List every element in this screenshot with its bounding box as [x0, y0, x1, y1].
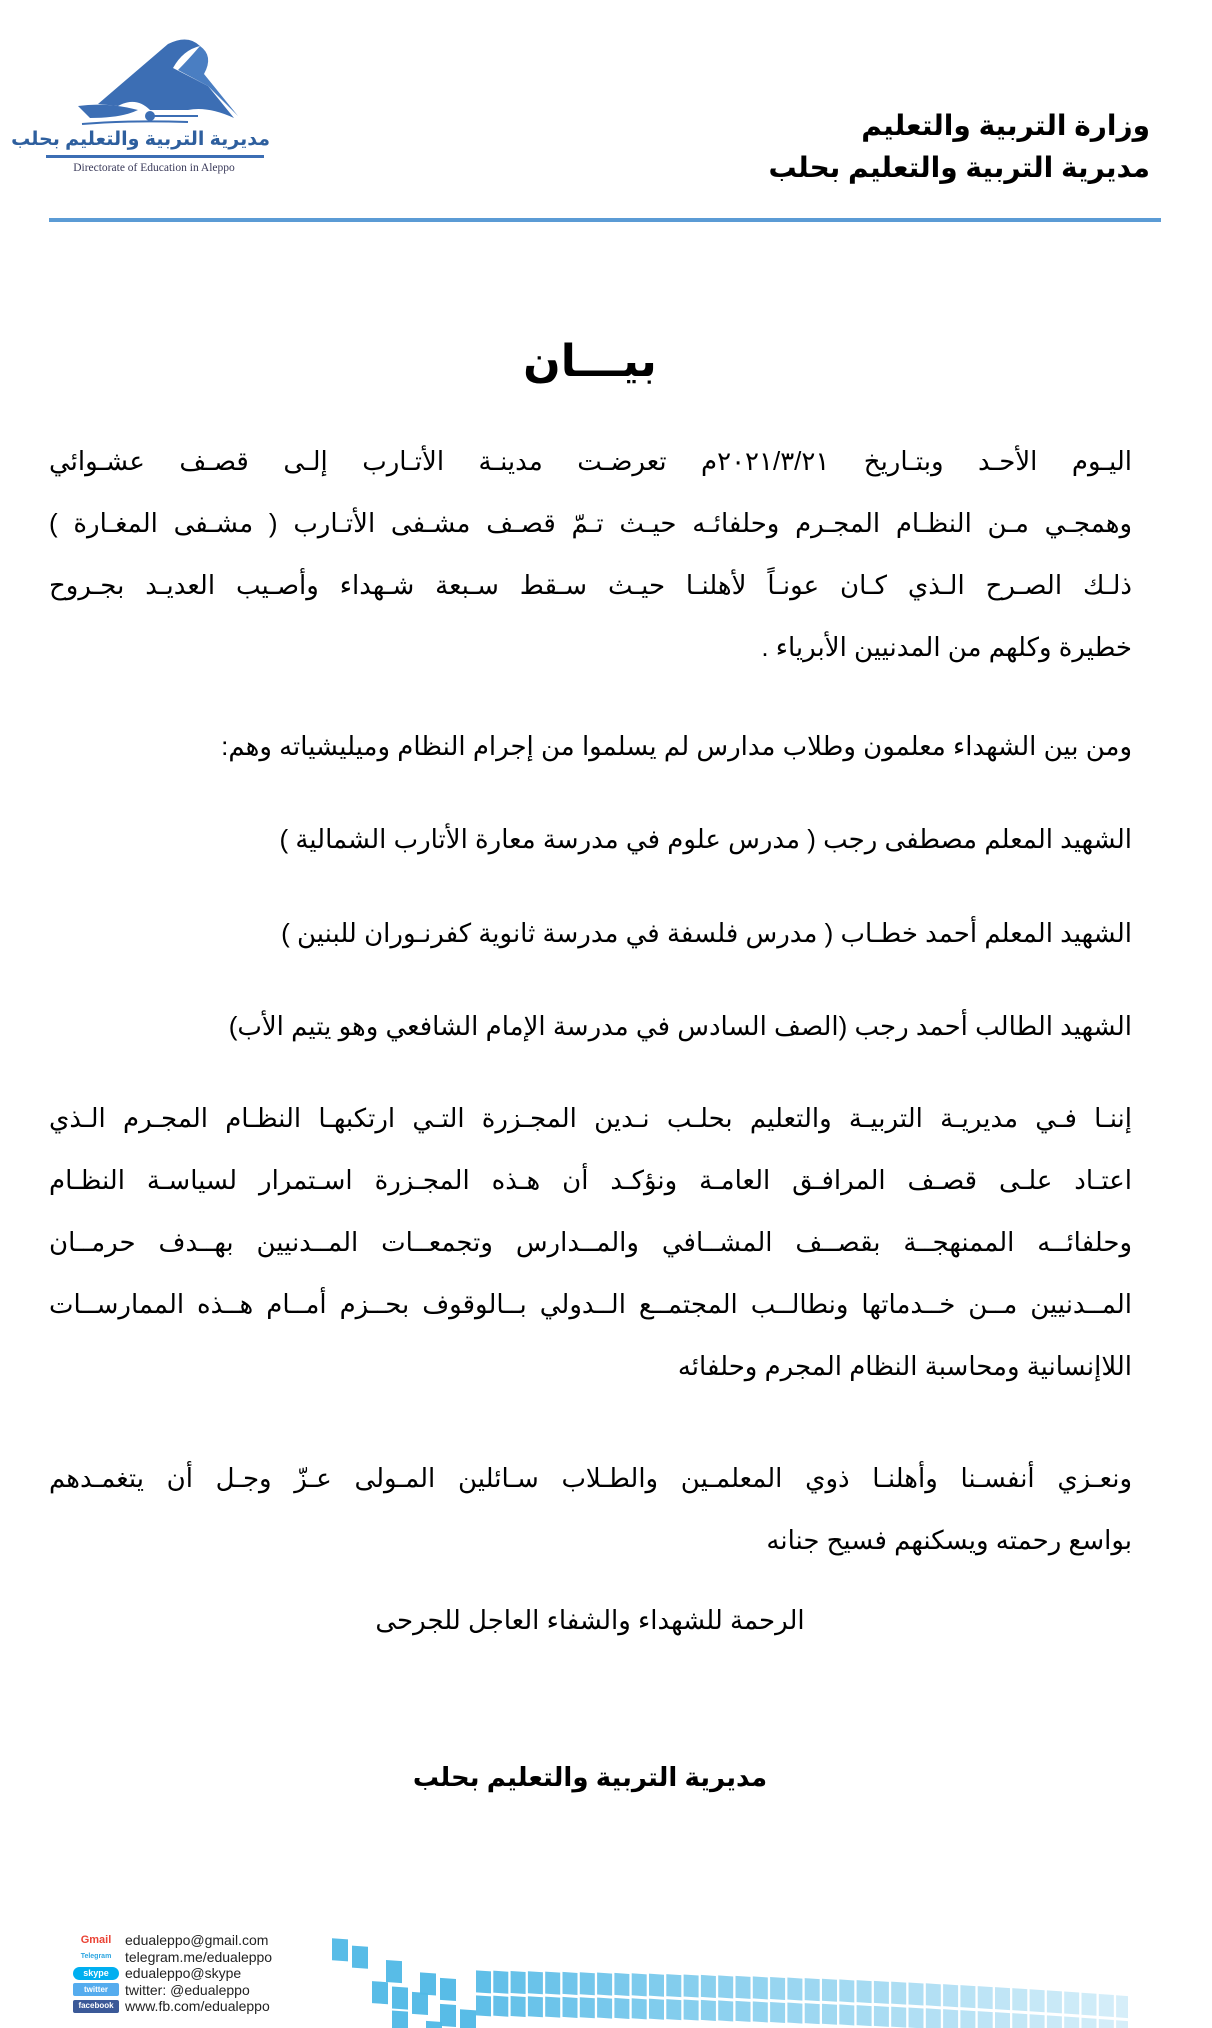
mosaic-tile: [511, 1971, 526, 1994]
document-title: بيـــان: [523, 337, 657, 386]
mosaic-tile: [493, 1971, 508, 1994]
mosaic-tile: [736, 1976, 751, 1999]
footer-mosaic-decoration: [328, 1926, 1128, 2028]
contact-text[interactable]: twitter: @edualeppo: [125, 1981, 250, 1998]
telegram-icon: Telegram: [73, 1950, 119, 1963]
mosaic-tile: [770, 2002, 785, 2023]
ministry-name: وزارة التربية والتعليم: [861, 110, 1150, 141]
mosaic-tile: [580, 1972, 595, 1995]
mosaic-tile: [666, 1974, 681, 1997]
mosaic-tile: [476, 1970, 491, 1993]
mosaic-tile: [426, 2021, 442, 2028]
mosaic-tile: [857, 1980, 872, 2003]
mosaic-tile: [770, 1977, 785, 2000]
paragraph-line: بواسع رحمته ويسكنهم فسيح جنانه: [766, 1525, 1132, 1555]
mosaic-tile: [995, 1987, 1010, 2010]
mosaic-tile: [528, 1996, 543, 2017]
paragraph-line: خطيرة وكلهم من المدنيين الأبرياء .: [761, 632, 1132, 662]
mosaic-tile: [701, 2000, 716, 2021]
logo-pen-icon: [38, 36, 270, 128]
mosaic-tile: [563, 1972, 578, 1995]
mosaic-tile: [753, 2001, 768, 2022]
paragraph-condolence: [49, 1447, 1132, 1571]
mosaic-tile: [614, 1973, 629, 1996]
mosaic-tile: [372, 1981, 388, 2004]
mosaic-tile: [666, 1999, 681, 2020]
mosaic-tile: [412, 1992, 428, 2015]
mosaic-tile: [1012, 2013, 1027, 2028]
mosaic-tile: [943, 1984, 958, 2007]
paragraph-line: اعتـاد علـى قصـف المرافـق العامـة ونؤكـد أن هـذه المجـزرة اسـتمرار لسياسـة النظـام: [49, 1165, 1132, 1195]
paragraph-line: وحلفائــه الممنهجــة بقصــف المشــافي والمــدارس وتجمعــات المــدنيين بهــدف حرمــان: [49, 1227, 1132, 1257]
mosaic-tile: [926, 1983, 941, 2006]
facebook-icon: facebook: [73, 2000, 119, 2013]
contact-text[interactable]: edualeppo@gmail.com: [125, 1932, 269, 1949]
mosaic-tile: [995, 2012, 1010, 2028]
paragraph-condemnation: [49, 1087, 1132, 1397]
mosaic-tile: [597, 1973, 612, 1996]
paragraph-line: ومن بين الشهداء معلمون وطلاب مدارس لم يسلموا من إجرام النظام وميليشياته وهم:: [221, 731, 1132, 761]
mosaic-tile: [392, 1986, 408, 2009]
logo-english-text: Directorate of Education in Aleppo: [73, 162, 235, 174]
mosaic-tile: [386, 1960, 402, 1983]
mosaic-tile: [440, 1978, 456, 2001]
mosaic-tile: [649, 1974, 664, 1997]
mosaic-tile: [978, 1986, 993, 2009]
martyr-text: الشهيد المعلم أحمد خطـاب ( مدرس فلسفة في مدرسة ثانوية كفرنـوران للبنين ): [281, 918, 1132, 948]
mosaic-tile: [787, 1978, 802, 2001]
mosaic-tile: [718, 2000, 733, 2021]
mosaic-tile: [718, 1975, 733, 1998]
twitter-icon: twitter: [73, 1983, 119, 1996]
mosaic-tile: [1047, 1990, 1062, 2013]
mosaic-tile: [891, 1982, 906, 2005]
contact-text[interactable]: www.fb.com/edualeppo: [125, 1998, 270, 2015]
mosaic-tile: [805, 2003, 820, 2024]
mosaic-tile: [332, 1938, 348, 1961]
mosaic-tile: [978, 2011, 993, 2028]
mosaic-tile: [511, 1996, 526, 2017]
mosaic-tile: [1099, 2019, 1114, 2028]
mosaic-tile: [1116, 2020, 1128, 2028]
mosaic-tile: [684, 1999, 699, 2020]
mosaic-tile: [1064, 2016, 1079, 2028]
mosaic-tile: [909, 1982, 924, 2005]
contact-text[interactable]: edualeppo@skype: [125, 1965, 242, 1982]
contact-telegram[interactable]: [73, 1949, 333, 1966]
paragraph-line: المــدنيين مــن خــدماتها ونطالــب المجتمــع الــدولي بــالوقوف بحــزم أمــام هــذه الممارســات: [49, 1289, 1132, 1319]
mosaic-tile: [580, 1997, 595, 2018]
paragraph-line: اليـوم الأحـد وبتـاريخ ٢٠٢١/٣/٢١م تعرضـت مدينـة الأتـارب إلـى قصـف عشـوائي: [49, 446, 1132, 476]
mosaic-tile: [476, 1995, 491, 2016]
mosaic-tile: [736, 2001, 751, 2022]
mosaic-tile: [1030, 1989, 1045, 2012]
mosaic-tile: [839, 1979, 854, 2002]
mosaic-tile: [753, 1976, 768, 1999]
mosaic-tile: [787, 2003, 802, 2024]
closing-prayer: الرحمة للشهداء والشفاء العاجل للجرحى: [375, 1605, 805, 1635]
contact-gmail[interactable]: [73, 1932, 333, 1949]
mosaic-tile: [943, 2009, 958, 2028]
martyr-item: [49, 902, 1132, 964]
martyr-item: [49, 995, 1132, 1057]
mosaic-tile: [420, 1972, 436, 1995]
mosaic-tile: [960, 1985, 975, 2008]
signature: مديرية التربية والتعليم بحلب: [412, 1762, 768, 1792]
mosaic-tile: [1082, 1993, 1097, 2016]
logo-underline: [46, 155, 264, 158]
mosaic-tile: [597, 1998, 612, 2019]
paragraph-line: اللاإنسانية ومحاسبة النظام المجرم وحلفائه: [677, 1351, 1132, 1381]
skype-icon: skype: [73, 1967, 119, 1980]
mosaic-tile: [822, 2004, 837, 2025]
mosaic-tile: [909, 2007, 924, 2028]
mosaic-tile: [857, 2005, 872, 2026]
paragraph-incident: [49, 430, 1132, 678]
mosaic-tile: [874, 2006, 889, 2027]
mosaic-tile: [649, 1999, 664, 2020]
directorate-name: مديرية التربية والتعليم بحلب: [768, 152, 1150, 183]
mosaic-tile: [614, 1998, 629, 2019]
mosaic-tile: [1116, 1995, 1128, 2018]
mosaic-tile: [392, 2010, 408, 2028]
mosaic-tile: [805, 1978, 820, 2001]
paragraph-martyrs-intro: [49, 715, 1132, 777]
mosaic-tile: [822, 1979, 837, 2002]
mosaic-tile: [545, 1972, 560, 1995]
logo-arabic-text: مديرية التربية والتعليم بحلب: [11, 129, 270, 150]
mosaic-tile: [632, 1973, 647, 1996]
contact-list: [73, 1932, 333, 2015]
mosaic-tile: [1012, 1988, 1027, 2011]
header-divider: [49, 218, 1161, 222]
mosaic-tile: [1099, 1994, 1114, 2017]
mosaic-tile: [1082, 2018, 1097, 2028]
mosaic-tile: [528, 1971, 543, 1994]
mosaic-tile: [1047, 2015, 1062, 2028]
mosaic-tile: [874, 1981, 889, 2004]
martyr-item: [49, 808, 1132, 870]
directorate-logo: [11, 36, 270, 181]
mosaic-tile: [926, 2008, 941, 2028]
paragraph-line: ونعـزي أنفسـنا وأهلنـا ذوي المعلمـين والطـلاب سـائلين المـولى عـزّ وجـل أن يتغمـدهم: [49, 1463, 1132, 1493]
contact-text[interactable]: telegram.me/edualeppo: [125, 1948, 273, 1965]
gmail-icon: Gmail: [73, 1934, 119, 1947]
mosaic-tile: [839, 2004, 854, 2025]
mosaic-tile: [440, 2004, 456, 2027]
mosaic-tile: [701, 1975, 716, 1998]
martyr-text: الشهيد المعلم مصطفى رجب ( مدرس علوم في مدرسة معارة الأتارب الشمالية ): [279, 824, 1132, 854]
mosaic-tile: [632, 1998, 647, 2019]
contact-skype[interactable]: [73, 1965, 333, 1982]
mosaic-tile: [545, 1997, 560, 2018]
mosaic-tile: [684, 1974, 699, 1997]
paragraph-line: ذلـك الصـرح الـذي كـان عونـاً لأهلنـا حيـث سـقط سـبعة شـهداء وأصـيب العديـد بجـروح: [49, 570, 1132, 600]
mosaic-tile: [460, 2009, 476, 2028]
martyr-text: الشهيد الطالب أحمد رجب (الصف السادس في مدرسة الإمام الشافعي وهو يتيم الأب): [228, 1011, 1132, 1041]
contact-twitter[interactable]: [73, 1982, 333, 1999]
mosaic-tile: [960, 2010, 975, 2028]
mosaic-tile: [493, 1996, 508, 2017]
paragraph-line: وهمجـي مـن النظـام المجـرم وحلفائـه حيـث تـمّ قصـف مشـفى الأتـارب ( مشـفى المغـارة ): [49, 508, 1132, 538]
paragraph-line: إننـا فـي مديريـة التربيـة والتعليم بحلـب نـدين المجـزرة التـي ارتكبهـا النظـام المجـرم الـذي: [49, 1103, 1132, 1133]
mosaic-tile: [352, 1946, 368, 1969]
mosaic-tile: [1064, 1991, 1079, 2014]
mosaic-tile: [1030, 2014, 1045, 2028]
mosaic-tile: [891, 2007, 906, 2028]
mosaic-tile: [563, 1997, 578, 2018]
contact-facebook[interactable]: [73, 1998, 333, 2015]
